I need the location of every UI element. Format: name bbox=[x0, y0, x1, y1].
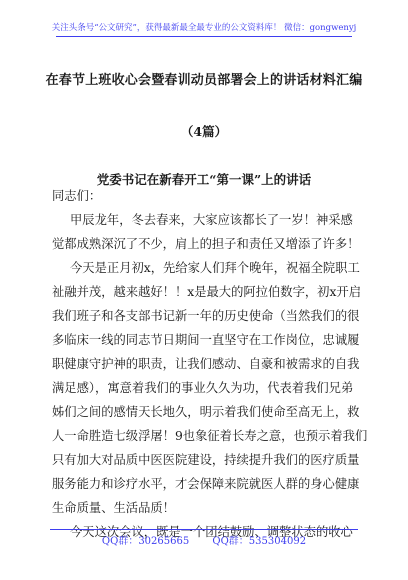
body-line: 姊们之间的感情天长地久，明示着我们使命至高无上，救 bbox=[52, 405, 360, 419]
body-line: 祉融并茂，越来越好！！x是最大的阿拉伯数字，初x开启 bbox=[52, 285, 361, 299]
body-line: 甲辰龙年，冬去春来，大家应该都长了一岁！神采感 bbox=[70, 213, 353, 227]
body-line: 满足感），寓意着我们的事业久久为功，代表着我们兄弟 bbox=[52, 381, 354, 395]
body-line: 生命质量、生活品质！ bbox=[52, 501, 175, 515]
footer-qq-group-1: QQ群：30265665 bbox=[101, 536, 190, 547]
body-line: 人一命胜造七级浮屠！9也象征着长寿之意，也预示着我们 bbox=[52, 429, 368, 443]
footer bbox=[0, 532, 408, 547]
footer-qq-group-2: QQ群：535304092 bbox=[212, 536, 307, 547]
body-line: 只有加大对品质中医医院建设，持续提升我们的医疗质量 bbox=[52, 453, 360, 467]
body-line: 今天这次会议，既是一个团结鼓励、调整状态的收心 bbox=[70, 525, 353, 539]
header-divider bbox=[56, 36, 352, 37]
document-title: 在春节上班收心会暨春训动员部署会上的讲话材料汇编 bbox=[45, 73, 363, 88]
section-title: 党委书记在新春开工“第一课”上的讲话 bbox=[96, 172, 312, 187]
body-line: 同志们： bbox=[52, 189, 102, 203]
body-line: 觉都成熟深沉了不少，肩上的担子和责任又增添了许多！ bbox=[52, 237, 360, 251]
body-line: 服务能力和诊疗水平，才会保障来院就医人群的身心健康 bbox=[52, 477, 360, 491]
header-banner: 关注头条号“公文研究”，获得最新最全最专业的公文资料库！ 微信：gongwenyj bbox=[51, 23, 357, 33]
footer-divider bbox=[50, 529, 358, 530]
document-count: （4篇） bbox=[180, 124, 228, 139]
body-line: 今天是正月初x，先给家人们拜个晚年，祝福全院职工 bbox=[70, 261, 360, 275]
body-line: 职健康守护神的职责，让我们感动、自豪和被需求的自我 bbox=[52, 357, 360, 371]
body-line: 我们班子和各支部书记新一年的历史使命（当然我们的很 bbox=[52, 309, 360, 323]
body-line: 多临床一线的同志节日期间一直坚守在工作岗位，忠诚履 bbox=[52, 333, 360, 347]
